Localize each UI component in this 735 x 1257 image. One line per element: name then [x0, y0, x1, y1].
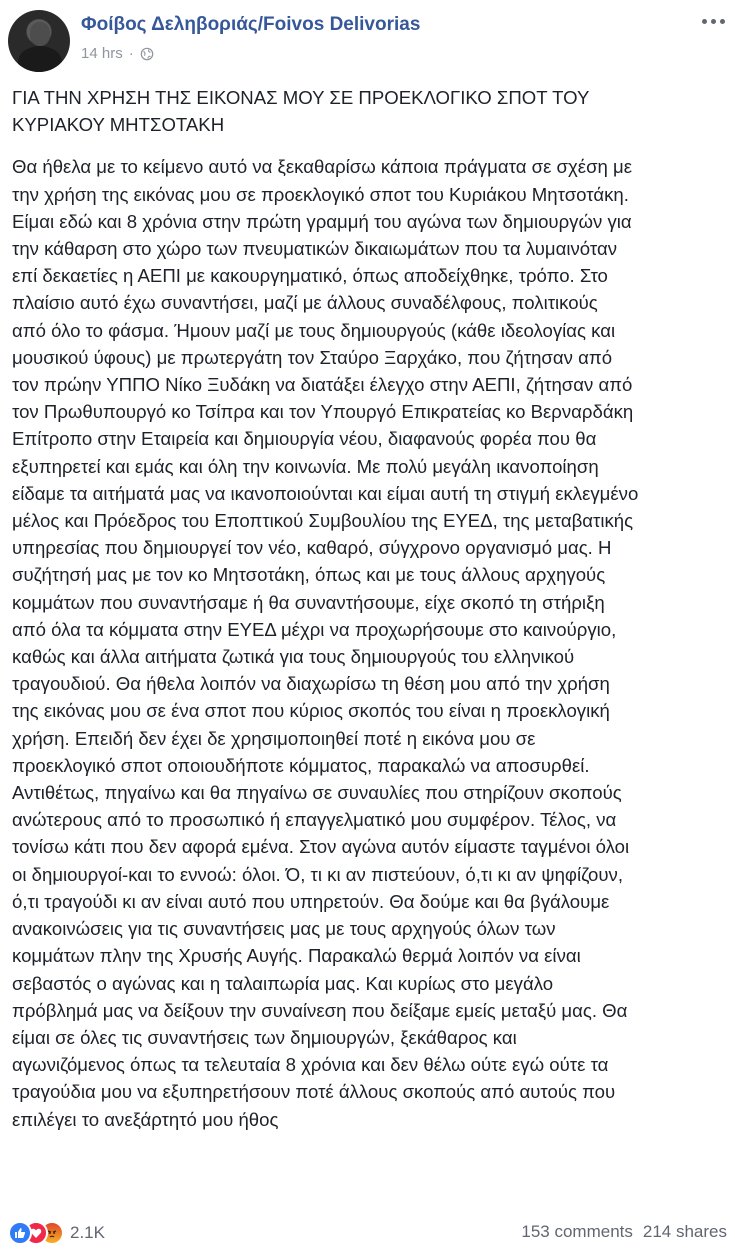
avatar[interactable]: [8, 10, 70, 72]
post-stats: [521, 1222, 727, 1242]
more-options-icon[interactable]: [699, 12, 727, 30]
post-text: [12, 84, 724, 1133]
post-title: ΓΙΑ ΤΗΝ ΧΡΗΣΗ ΤΗΣ ΕΙΚΟΝΑΣ ΜΟΥ ΣΕ ΠΡΟΕΚΛΟΓΙΚΟ ΣΠΟΤ ΤΟΥ ΚΥΡΙΑΚΟΥ ΜΗΤΣΟΤΑΚΗ: [12, 87, 590, 136]
post-time[interactable]: 14 hrs: [81, 45, 123, 62]
like-icon: [8, 1221, 32, 1245]
reaction-count[interactable]: 2.1K: [70, 1223, 105, 1242]
post-meta: [81, 45, 154, 62]
comments-count[interactable]: 153 comments: [521, 1222, 633, 1241]
post-header: [8, 8, 727, 72]
avatar-head: [30, 22, 50, 46]
reactions-summary[interactable]: [8, 1221, 105, 1245]
shares-count[interactable]: 214 shares: [642, 1222, 727, 1241]
globe-icon[interactable]: [140, 47, 154, 61]
meta-separator: ·: [128, 45, 134, 62]
author-name[interactable]: Φοίβος Δεληβοριάς/Foivos Delivorias: [81, 14, 421, 35]
post-footer: [8, 1217, 727, 1251]
post-body: Θα ήθελα με το κείμενο αυτό να ξεκαθαρίσω κάποια πράγματα σε σχέση με την χρήση της εικόνας μου σε προεκλογικό σποτ του Κυριάκου Μητσοτάκη. Είμαι εδώ και 8 χρόνια στην πρώτη γραμμή του αγώνα των δημιουργών για την κάθαρση στο χώρο των πνευματικών δικαιωμάτων που τα λυμαινόταν επί δεκαετίες η ΑΕΠΙ με κακουργηματικό, όπως αποδείχθηκε, τρόπο. Στο πλαίσιο αυτό έχω συναντήσει, μαζί με άλλους συναδέλφους, πολιτικούς από όλο το φάσμα. Ήμουν μαζί με τους δημιουργούς (κάθε ιδεολογίας και μουσικού ύφους) με πρωτεργάτη τον Σταύρο Ξαρχάκο, που ζήτησαν από τον πρώην ΥΠΠΟ Νίκο Ξυδάκη να διατάξει έλεγχο στην ΑΕΠΙ, ζήτησαν από τον Πρωθυπουργό κο Τσίπρα και τον Υπουργό Επικρατείας κο Βερναρδάκη Επίτροπο στην Εταιρεία και δημιουργία νέου, διαφανούς φορέα που θα εξυπηρετεί και εμάς και όλη την κοινωνία. Με πολύ μεγάλη ικανοποίηση είδαμε τα αιτήματά μας να ικανοποιούνται και είμαι αυτή τη στιγμή εκλεγμένο μέλος και Πρόεδρος του Εποπτικού Συμβουλίου της ΕΥΕΔ, της μεταβατικής υπηρεσίας που δημιουργεί τον νέο, καθαρό, σύγχρονο οργανισμό μας. Η συζήτησή μας με τον κο Μητσοτάκη, όπως και με τους άλλους αρχηγούς κομμάτων που συναντήσαμε ή θα συναντήσουμε, είχε σκοπό τη στήριξη από όλα τα κόμματα στην ΕΥΕΔ μέχρι να προχωρήσουμε στο καινούργιο, καθώς και άλλα αιτήματα ζωτικά για τους δημιουργούς του ελληνικού τραγουδιού. Θα ήθελα λοιπόν να διαχωρίσω τη θέση μου από την χρήση της εικόνας μου σε ένα σποτ που κύριος σκοπός του είναι η προεκλογική χρήση. Επειδή δεν έχει δε χρησιμοποιηθεί ποτέ η εικόνα μου σε προεκλογικό σποτ οποιουδήποτε κόμματος, παρακαλώ να αποσυρθεί. Αντιθέτως, πηγαίνω και θα πηγαίνω σε συναυλίες που στηρίζουν σκοπούς ανώτερους από το προσωπικό ή επαγγελματικό μου συμφέρον. Τέλος, να τονίσω κάτι που δεν αφορά εμένα. Στον αγώνα αυτόν είμαστε ταγμένοι όλοι οι δημιουργοί-και το εννοώ: όλοι. Ό, τι κι αν πιστεύουν, ό,τι κι αν ψηφίζουν, ό,τι τραγούδι κι αν είναι αυτό που υπηρετούν. Θα δούμε και θα βγάλουμε ανακοινώσεις για τις συναντήσεις μας με τους αρχηγούς όλων των κομμάτων πλην της Χρυσής Αυγής. Παρακαλώ θερμά λοιπόν να είναι σεβαστός ο αγώνας και η ταλαιπωρία μας. Και κυρίως στο μεγάλο πρόβλημά μας να δείξουν την συναίνεση που δείξαμε εμείς μεταξύ μας. Θα είμαι σε όλες τις συναντήσεις των δημιουργών, ξεκάθαρος και αγωνιζόμενος όπως τα τελευταία 8 χρόνια και δεν θέλω ούτε εγώ ούτε τα τραγούδια μου να εξυπηρετήσουν ποτέ άλλους σκοπούς από αυτούς που επιλέγει το ανεξάρτητό μου ήθος: [12, 156, 639, 1130]
avatar-body: [18, 46, 62, 72]
